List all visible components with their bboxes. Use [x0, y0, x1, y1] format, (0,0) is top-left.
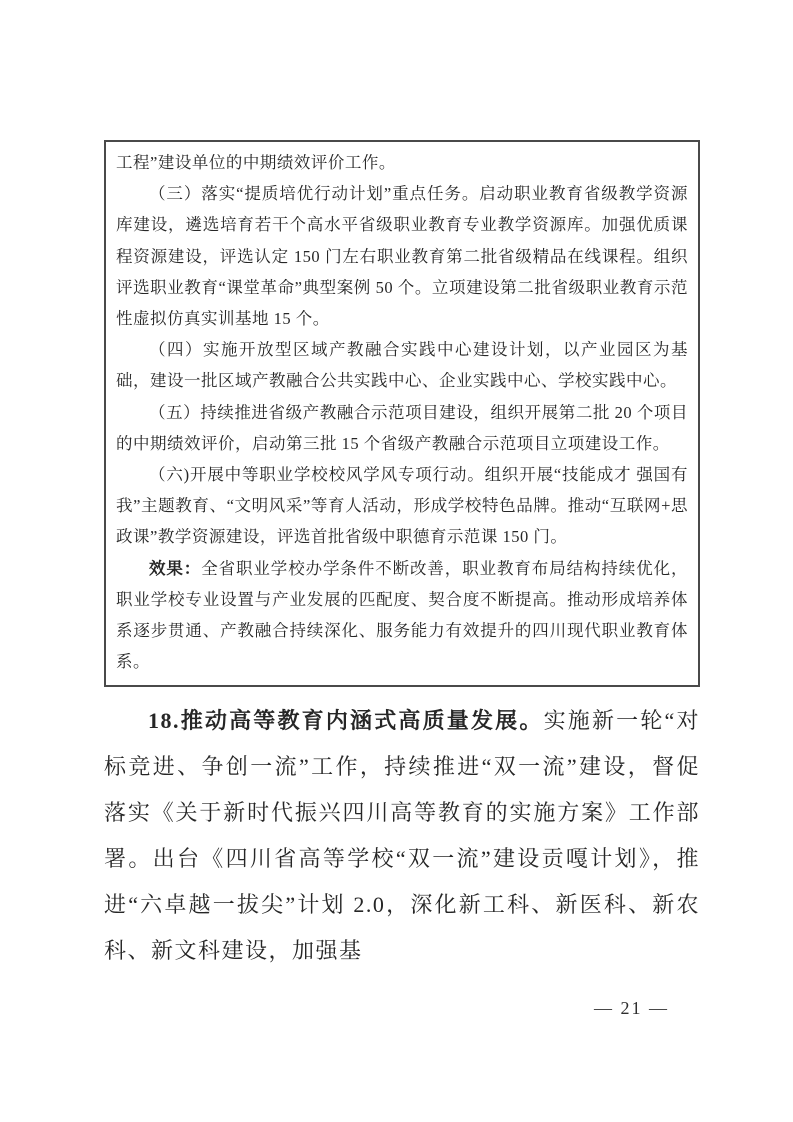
boxed-paragraph-effect: [116, 553, 688, 678]
body-paragraph-18-text: 实施新一轮“对标竞进、争创一流”工作，持续推进“双一流”建设，督促落实《关于新时代振兴四川高等教育的实施方案》工作部署。出台《四川省高等学校“双一流”建设贡嘎计划》，推进“六卓越一拔尖”计划 2.0，深化新工科、新医科、新农科、新文科建设，加强基: [104, 708, 700, 964]
effect-label: 效果：: [149, 558, 202, 578]
boxed-paragraph-item-4: （四）实施开放型区域产教融合实践中心建设计划，以产业园区为基础，建设一批区域产教融合公共实践中心、企业实践中心、学校实践中心。: [116, 340, 688, 391]
boxed-paragraph-continuation: 工程”建设单位的中期绩效评价工作。: [116, 153, 396, 172]
boxed-paragraph-item-6: （六)开展中等职业学校校风学风专项行动。组织开展“技能成才 强国有我”主题教育、“文明风采”等育人活动，形成学校特色品牌。推动“互联网+思政课”教学资源建设，评选首批省级中职德育示范课 150 门。: [116, 465, 688, 547]
body-paragraph-18: [104, 698, 700, 974]
boxed-paragraph-item-5: （五）持续推进省级产教融合示范项目建设，组织开展第二批 20 个项目的中期绩效评价，启动第三批 15 个省级产教融合示范项目立项建设工作。: [116, 402, 688, 453]
body-text-section: [104, 698, 700, 974]
boxed-paragraph-item-3: （三）落实“提质培优行动计划”重点任务。启动职业教育省级教学资源库建设，遴选培育若干个高水平省级职业教育专业教学资源库。加强优质课程资源建设，评选认定 150 门左右职业教育第二批省级精品在线课程。组织评选职业教育“课堂革命”典型案例 50 个。立项建设第二批省级职业教育示范性虚拟仿真实训基地 15 个。: [116, 184, 688, 329]
effect-text: 全省职业学校办学条件不断改善，职业教育布局结构持续优化，职业学校专业设置与产业发展的匹配度、契合度不断提高。推动形成培养体系逐步贯通、产教融合持续深化、服务能力有效提升的四川现代职业教育体系。: [116, 558, 689, 672]
body-paragraph-18-heading: 18.推动高等教育内涵式高质量发展。: [148, 708, 544, 734]
boxed-summary-section: [104, 140, 700, 687]
page-number: — 21 —: [594, 998, 669, 1018]
